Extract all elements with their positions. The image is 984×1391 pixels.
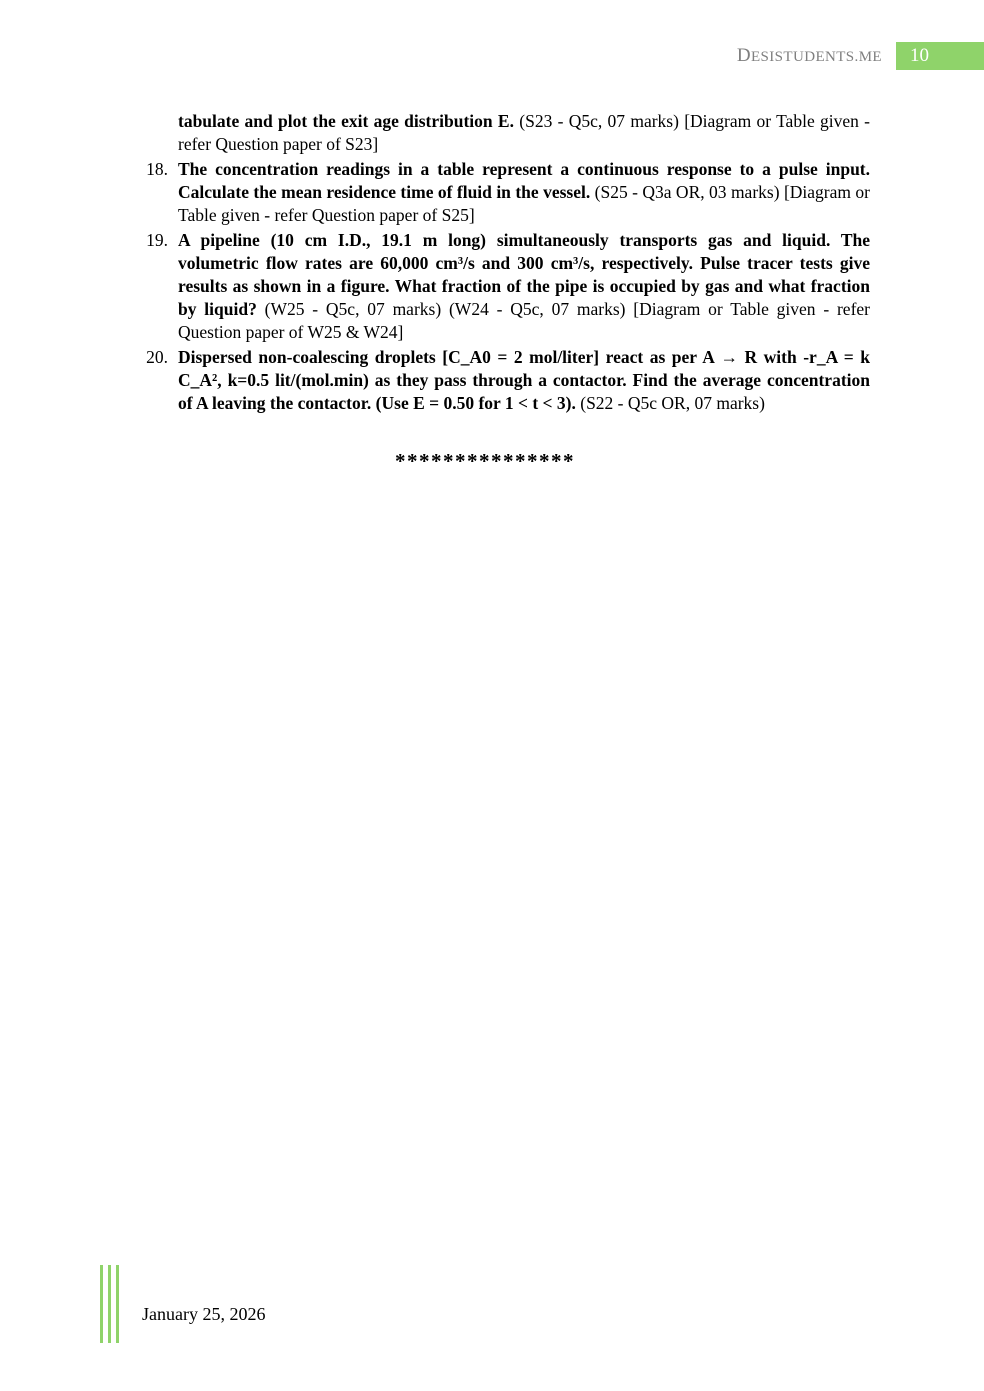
list-item — [140, 229, 870, 344]
site-brand — [737, 45, 882, 67]
site-brand-rest: ESISTUDENTS.ME — [750, 49, 882, 65]
footer-bar — [100, 1265, 103, 1343]
question-number: 19. — [146, 230, 168, 250]
question-normal-text: (S22 - Q5c OR, 07 marks) — [575, 393, 765, 413]
question-bold-text: The concentration readings in a table represent a continuous response to a pulse input. Calculate the mean residence time of fluid in the vessel. — [178, 159, 870, 202]
continued-question-bold: tabulate and plot the exit age distribution E. — [178, 111, 514, 131]
continued-question-normal: (S23 - Q5c, 07 marks) [Diagram or Table given - refer Question paper of S23] — [178, 111, 870, 154]
question-number: 20. — [146, 347, 168, 367]
document-content — [140, 110, 870, 474]
site-brand-initial: D — [736, 45, 751, 66]
footer-date: January 25, 2026 — [142, 1303, 266, 1324]
continued-question-text — [178, 110, 870, 156]
question-bold-text: Dispersed non-coalescing droplets [C_A0 = 2 mol/liter] react as per A → R with -r_A = k C_A², k=0.5 lit/(mol.min) as they pass through a contactor. Find the average concentration of A leaving the contactor. (Use E = 0.50 for 1 < t < 3). — [178, 347, 870, 413]
footer-decoration-bars — [100, 1265, 124, 1343]
footer-bar — [108, 1265, 111, 1343]
page-number: 10 — [910, 45, 929, 66]
list-item — [140, 346, 870, 415]
end-of-paper-marker: *************** — [395, 449, 575, 473]
question-list — [140, 158, 870, 415]
page-header — [737, 42, 984, 70]
list-item — [140, 158, 870, 227]
question-bold-text: A pipeline (10 cm I.D., 19.1 m long) simultaneously transports gas and liquid. The volumetric flow rates are 60,000 cm³/s and 300 cm³/s, respectively. Pulse tracer tests give results as shown in a figure. What fraction of the pipe is occupied by gas and what fraction by liquid? — [178, 230, 870, 319]
page-number-badge — [896, 42, 984, 70]
question-normal-text: (W25 - Q5c, 07 marks) (W24 - Q5c, 07 marks) [Diagram or Table given - refer Question paper of W25 & W24] — [178, 299, 870, 342]
question-number: 18. — [146, 159, 168, 179]
footer-bar — [116, 1265, 119, 1343]
question-normal-text: (S25 - Q3a OR, 03 marks) [Diagram or Table given - refer Question paper of S25] — [178, 182, 871, 225]
page-footer — [100, 1265, 265, 1343]
